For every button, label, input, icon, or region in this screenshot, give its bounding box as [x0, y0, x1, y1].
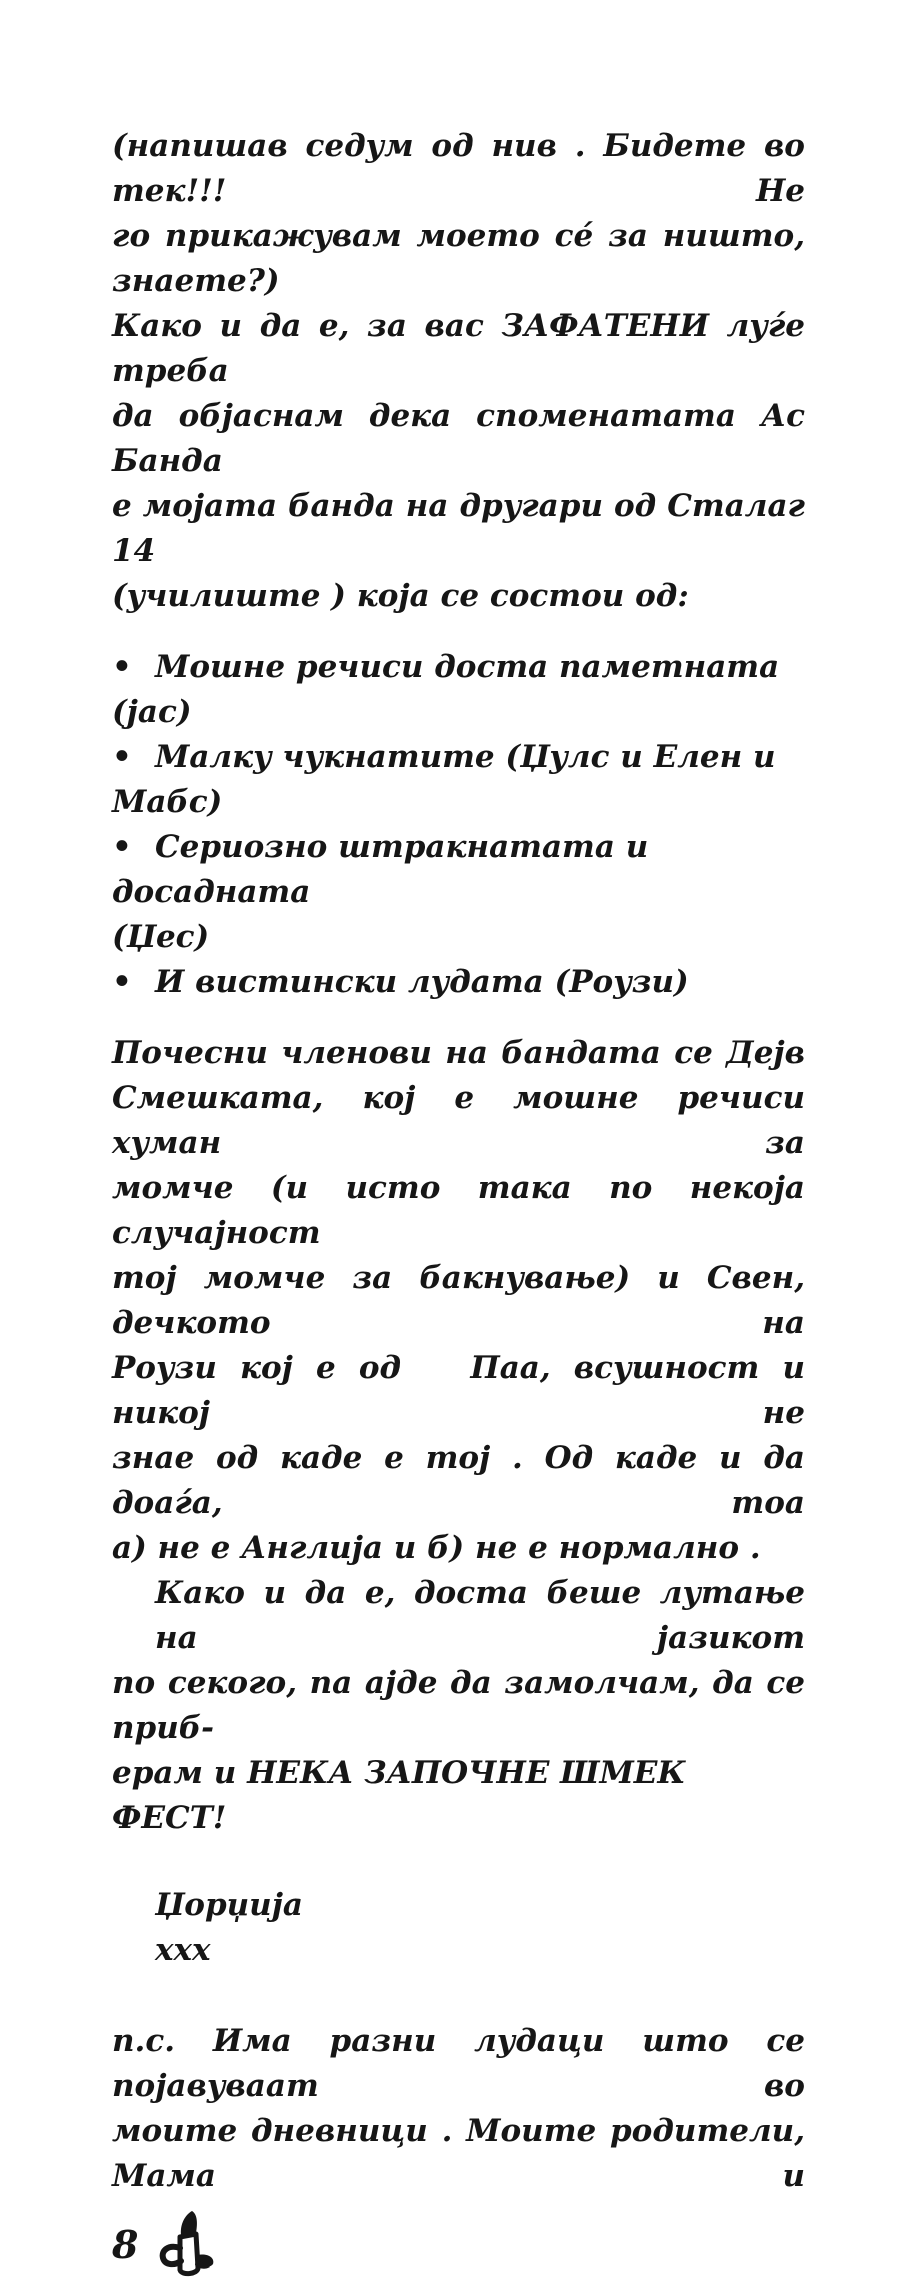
paragraph-band-members [112, 1031, 816, 1571]
list-item [112, 960, 805, 1005]
list-item [112, 825, 805, 915]
list-item [112, 735, 805, 825]
paragraph-line: го прикажувам моето се́ за ништо, знаете?) [112, 218, 816, 299]
paragraph-line: ерам и НЕКА ЗАПОЧНЕ ШМЕК ФЕСТ! [112, 1755, 697, 1836]
signature [112, 1883, 805, 1973]
page-number: 8 [112, 2222, 139, 2267]
paragraph-line: е мојата банда на другари од Сталаг 14 [112, 488, 816, 569]
bullet-icon: • [112, 829, 132, 865]
paragraph-line: Смешката, кој е мошне речиси хуман за [112, 1080, 816, 1161]
paragraph-line: а) не е Англија и б) не е нормално . [112, 1530, 761, 1566]
postscript-line: п.с. Има разни лудаци што се појавуваат во [112, 2023, 816, 2104]
list-item-text: Малку чукнатите (Џулс и Елен и Мабс) [112, 739, 787, 820]
paragraph-closing [112, 1571, 816, 1841]
list-item-text: Мошне речиси доста паметната (јас) [112, 649, 790, 730]
paragraph-line: (училиште ) која се состои од: [112, 578, 689, 614]
bullet-icon: • [112, 649, 132, 685]
band-members-list [112, 645, 805, 1005]
list-item [112, 645, 805, 735]
paragraph-line: тој момче за бакнување) и Свен, дечкото на [112, 1260, 816, 1341]
paragraph-line: Како и да е, доста беше лутање на јазикот [155, 1575, 816, 1656]
page-footer [112, 2209, 805, 2281]
paragraph-line: Како и да е, за вас ЗАФАТЕНИ луѓе треба [112, 308, 816, 389]
paragraph-line: по секого, па ајде да замолчам, да се приб- [112, 1665, 816, 1746]
paragraph-line: Роузи кој е од Паа, всушност и никој не [112, 1350, 816, 1431]
paragraph-opening [112, 124, 816, 619]
list-item-text: И вистински лудата (Роузи) [155, 964, 689, 1000]
list-item-text: Сериозно штракнатата и досадната [112, 829, 660, 910]
paragraph-line: (напишав седум од нив . Бидете во тек!!! Не [112, 128, 816, 209]
signature-kisses: xxx [155, 1932, 211, 1968]
postscript-line: моите дневници . Моите родители, Мама и [112, 2113, 816, 2194]
paragraph-line: момче (и исто така по некоја случајност [112, 1170, 816, 1251]
paragraph-line: да објаснам дека споменатата Ас Банда [112, 398, 816, 479]
bullet-icon: • [112, 964, 132, 1000]
bullet-icon: • [112, 739, 132, 775]
list-item-continuation: (Џес) [112, 919, 210, 955]
postscript [112, 2019, 816, 2199]
lipstick-icon [160, 2209, 216, 2281]
signature-name: Џорџија [155, 1887, 304, 1923]
paragraph-line: знае од каде е тој . Од каде и да доаѓа, тоа [112, 1440, 816, 1521]
paragraph-line: Почесни членови на бандата се Дејв [112, 1035, 805, 1071]
